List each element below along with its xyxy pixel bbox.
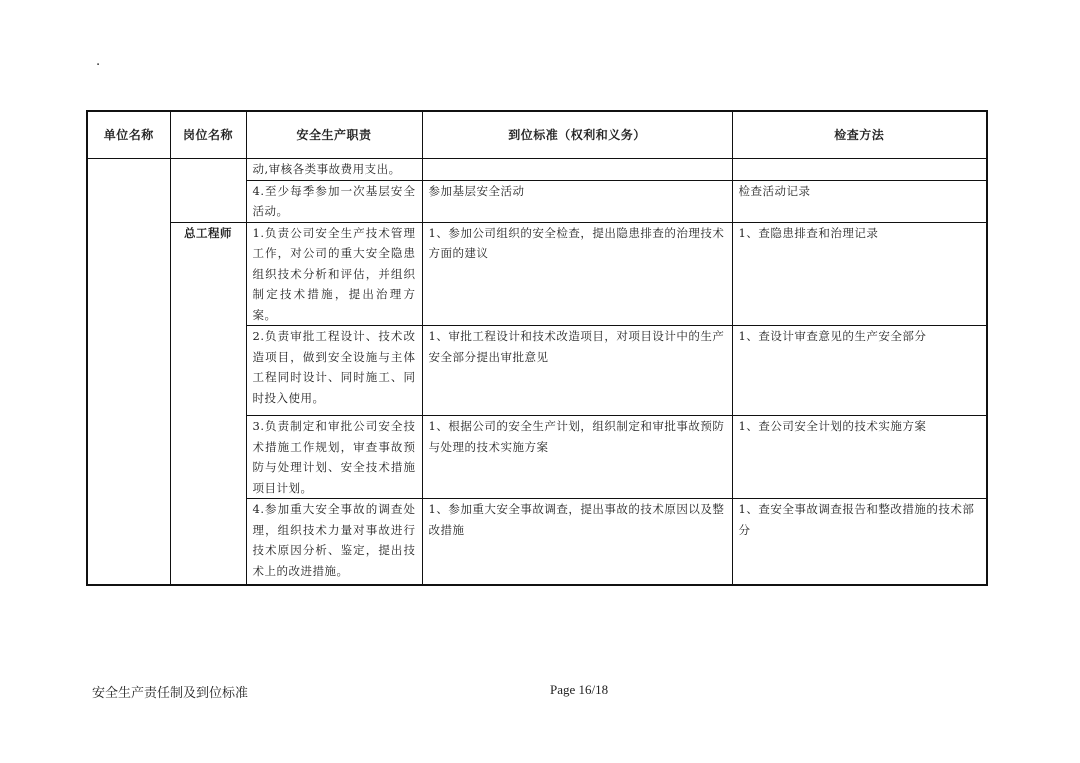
footer-page-number: Page 16/18 [550, 682, 609, 697]
table-row [87, 222, 987, 326]
post-cell-chief-engineer: 总工程师 [170, 222, 246, 585]
method-cell: 1、查设计审查意见的生产安全部分 [732, 326, 987, 416]
post-cell [170, 159, 246, 223]
header-duty: 安全生产职责 [246, 111, 422, 159]
header-method: 检查方法 [732, 111, 987, 159]
table-row [87, 159, 987, 181]
header-post: 岗位名称 [170, 111, 246, 159]
header-unit: 单位名称 [87, 111, 170, 159]
standard-cell: 1、审批工程设计和技术改造项目，对项目设计中的生产安全部分提出审批意见 [422, 326, 732, 416]
standard-cell [422, 159, 732, 181]
standard-cell: 1、参加重大安全事故调查，提出事故的技术原因以及整改措施 [422, 499, 732, 585]
duty-cell: 4.至少每季参加一次基层安全活动。 [246, 180, 422, 222]
duty-cell: 4.参加重大安全事故的调查处理，组织技术力量对事故进行技术原因分析、鉴定，提出技术上的改进措施。 [246, 499, 422, 585]
method-cell: 1、查隐患排查和治理记录 [732, 222, 987, 326]
standard-cell: 参加基层安全活动 [422, 180, 732, 222]
footer-title: 安全生产责任制及到位标准 [92, 686, 249, 701]
standard-cell: 1、参加公司组织的安全检查，提出隐患排查的治理技术方面的建议 [422, 222, 732, 326]
duty-cell: 3.负责制定和审批公司安全技术措施工作规划，审查事故预防与处理计划、安全技术措施项目计划。 [246, 416, 422, 499]
responsibility-table [86, 110, 988, 586]
standard-cell: 1、根据公司的安全生产计划，组织制定和审批事故预防与处理的技术实施方案 [422, 416, 732, 499]
method-cell: 检查活动记录 [732, 180, 987, 222]
duty-cell: 2.负责审批工程设计、技术改造项目，做到安全设施与主体工程同时设计、同时施工、同时投入使用。 [246, 326, 422, 416]
duty-cell: 动,审核各类事故费用支出。 [246, 159, 422, 181]
table-header-row [87, 111, 987, 159]
unit-cell [87, 159, 170, 585]
method-cell [732, 159, 987, 181]
method-cell: 1、查公司安全计划的技术实施方案 [732, 416, 987, 499]
page-dot: . [96, 54, 101, 69]
duty-cell: 1.负责公司安全生产技术管理工作，对公司的重大安全隐患组织技术分析和评估，并组织制定技术措施，提出治理方案。 [246, 222, 422, 326]
method-cell: 1、查安全事故调查报告和整改措施的技术部分 [732, 499, 987, 585]
header-standard: 到位标准（权利和义务） [422, 111, 732, 159]
